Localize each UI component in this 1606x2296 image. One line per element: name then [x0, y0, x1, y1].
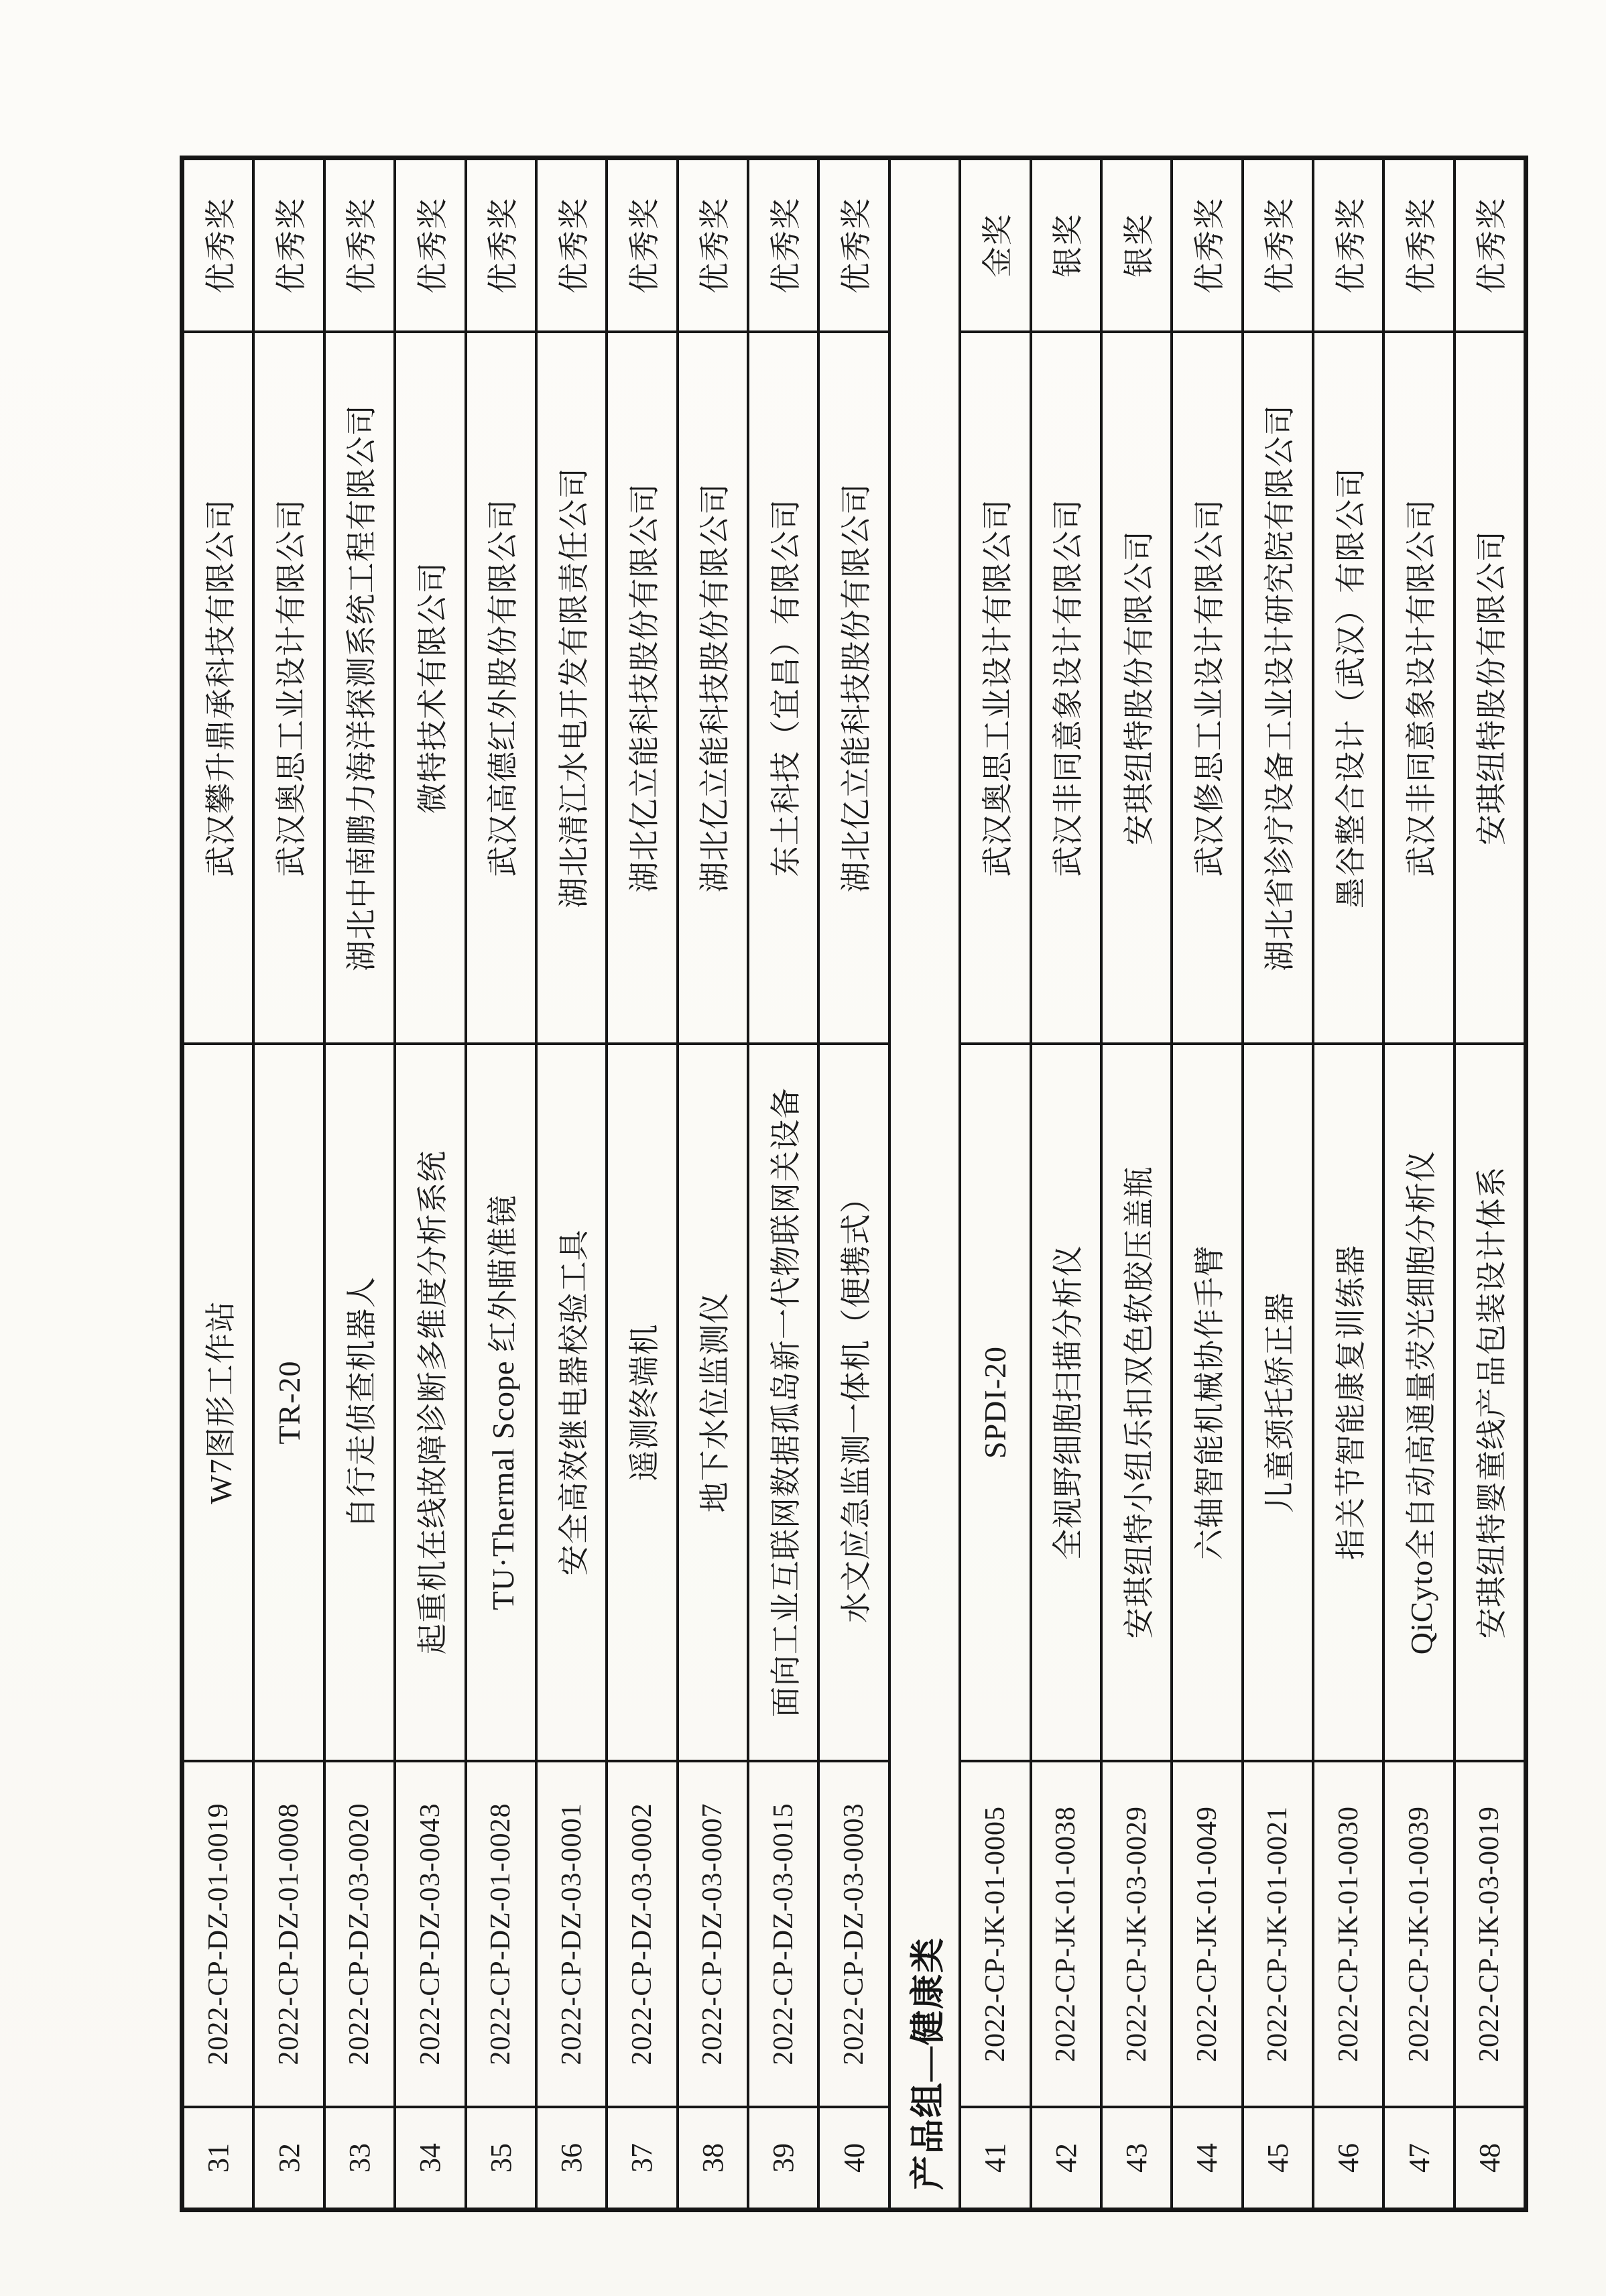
- seq-cell: 35: [484, 2143, 517, 2173]
- product-cell: QiCyto全自动高通量荧光细胞分析仪: [1385, 1045, 1453, 1762]
- product-cell: 起重机在线故障诊断多维度分析系统: [396, 1045, 464, 1762]
- code-cell: 2022-CP-DZ-03-0043: [396, 1762, 464, 2108]
- product-cell: 面向工业互联网数据孤岛新一代物联网关设备: [749, 1045, 817, 1762]
- code-cell: 2022-CP-JK-01-0039: [1385, 1762, 1453, 2108]
- product-cell: TU·Thermal Scope 红外瞄准镜: [467, 1045, 535, 1762]
- table-row: [393, 160, 464, 2208]
- company-cell: 墨谷整合设计（武汉）有限公司: [1314, 333, 1382, 1045]
- award-cell: 银奖: [1032, 160, 1100, 333]
- company-cell: 武汉攀升鼎承科技有限公司: [184, 333, 252, 1045]
- product-cell: 安琪纽特小纽乐扣双色软胶压盖瓶: [1103, 1045, 1170, 1762]
- seq-cell: 33: [343, 2143, 376, 2173]
- table-row: [1030, 160, 1100, 2208]
- company-cell: 武汉非同意象设计有限公司: [1032, 333, 1100, 1045]
- code-cell: 2022-CP-DZ-03-0001: [538, 1762, 605, 2108]
- company-cell: 武汉高德红外股份有限公司: [467, 333, 535, 1045]
- code-cell: 2022-CP-DZ-03-0020: [326, 1762, 393, 2108]
- award-cell: 银奖: [1103, 160, 1170, 333]
- award-cell: 金奖: [961, 160, 1029, 333]
- table-row: [252, 160, 322, 2208]
- seq-cell: 47: [1402, 2143, 1436, 2173]
- seq-cell: 48: [1473, 2143, 1506, 2173]
- code-cell: 2022-CP-DZ-03-0015: [749, 1762, 817, 2108]
- award-cell: 优秀奖: [1173, 160, 1241, 333]
- code-cell: 2022-CP-JK-01-0005: [961, 1762, 1029, 2108]
- code-cell: 2022-CP-DZ-03-0007: [679, 1762, 747, 2108]
- award-cell: 优秀奖: [396, 160, 464, 333]
- product-cell: 安全高效继电器校验工具: [538, 1045, 605, 1762]
- company-cell: 安琪纽特股份有限公司: [1103, 333, 1170, 1045]
- company-cell: 湖北中南鹏力海洋探测系统工程有限公司: [326, 333, 393, 1045]
- award-cell: 优秀奖: [326, 160, 393, 333]
- product-cell: 六轴智能机械协作手臂: [1173, 1045, 1241, 1762]
- award-cell: 优秀奖: [1244, 160, 1312, 333]
- product-cell: TR-20: [255, 1045, 322, 1762]
- code-cell: 2022-CP-JK-01-0038: [1032, 1762, 1100, 2108]
- company-cell: 武汉奥思工业设计有限公司: [255, 333, 322, 1045]
- product-cell: 遥测终端机: [608, 1045, 676, 1762]
- seq-cell: 46: [1332, 2143, 1365, 2173]
- seq-cell: 32: [272, 2143, 306, 2173]
- product-cell: 儿童颈托矫正器: [1244, 1045, 1312, 1762]
- company-cell: 湖北亿立能科技股份有限公司: [679, 333, 747, 1045]
- section-header-row: 产品组—健康类: [888, 160, 959, 2208]
- award-cell: 优秀奖: [184, 160, 252, 333]
- code-cell: 2022-CP-JK-01-0021: [1244, 1762, 1312, 2108]
- code-cell: 2022-CP-JK-01-0049: [1173, 1762, 1241, 2108]
- company-cell: 东土科技（宜昌）有限公司: [749, 333, 817, 1045]
- product-cell: 全视野细胞扫描分析仪: [1032, 1045, 1100, 1762]
- table-row: [535, 160, 605, 2208]
- product-cell: SPDI-20: [961, 1045, 1029, 1762]
- company-cell: 武汉非同意象设计有限公司: [1385, 333, 1453, 1045]
- award-table: [180, 156, 1528, 2212]
- table-row: [1170, 160, 1241, 2208]
- rotation-container: [180, 156, 1528, 2212]
- product-cell: 自行走侦查机器人: [326, 1045, 393, 1762]
- code-cell: 2022-CP-DZ-01-0019: [184, 1762, 252, 2108]
- award-cell: 优秀奖: [679, 160, 747, 333]
- table-row: [605, 160, 676, 2208]
- seq-cell: 31: [202, 2143, 235, 2173]
- seq-cell: 39: [767, 2143, 800, 2173]
- company-cell: 湖北清江水电开发有限责任公司: [538, 333, 605, 1045]
- table-row: [1100, 160, 1170, 2208]
- product-cell: 水文应急监测一体机（便携式）: [820, 1045, 887, 1762]
- award-cell: 优秀奖: [255, 160, 322, 333]
- seq-cell: 36: [555, 2143, 589, 2173]
- company-cell: 武汉奥思工业设计有限公司: [961, 333, 1029, 1045]
- seq-cell: 40: [837, 2143, 871, 2173]
- company-cell: 湖北省诊疗设备工业设计研究院有限公司: [1244, 333, 1312, 1045]
- table-row: [676, 160, 747, 2208]
- seq-cell: 38: [696, 2143, 729, 2173]
- seq-cell: 42: [1049, 2143, 1083, 2173]
- table-row: [1241, 160, 1312, 2208]
- award-cell: 优秀奖: [608, 160, 676, 333]
- award-cell: 优秀奖: [467, 160, 535, 333]
- award-cell: 优秀奖: [749, 160, 817, 333]
- seq-cell: 41: [979, 2143, 1012, 2173]
- seq-cell: 34: [414, 2143, 447, 2173]
- company-cell: 微特技术有限公司: [396, 333, 464, 1045]
- code-cell: 2022-CP-JK-01-0030: [1314, 1762, 1382, 2108]
- award-cell: 优秀奖: [538, 160, 605, 333]
- table-row: [184, 160, 252, 2208]
- company-cell: 武汉修思工业设计有限公司: [1173, 333, 1241, 1045]
- product-cell: 安琪纽特婴童线产品包装设计体系: [1456, 1045, 1524, 1762]
- company-cell: 湖北亿立能科技股份有限公司: [820, 333, 887, 1045]
- code-cell: 2022-CP-DZ-01-0028: [467, 1762, 535, 2108]
- company-cell: 安琪纽特股份有限公司: [1456, 333, 1524, 1045]
- code-cell: 2022-CP-JK-03-0029: [1103, 1762, 1170, 2108]
- table-row: [465, 160, 535, 2208]
- company-cell: 湖北亿立能科技股份有限公司: [608, 333, 676, 1045]
- table-row: [959, 160, 1029, 2208]
- table-row: [1312, 160, 1382, 2208]
- code-cell: 2022-CP-JK-03-0019: [1456, 1762, 1524, 2108]
- product-cell: 指关节智能康复训练器: [1314, 1045, 1382, 1762]
- award-cell: 优秀奖: [1314, 160, 1382, 333]
- award-cell: 优秀奖: [820, 160, 887, 333]
- code-cell: 2022-CP-DZ-01-0008: [255, 1762, 322, 2108]
- table-row: [747, 160, 817, 2208]
- table-row: [1382, 160, 1453, 2208]
- table-row: [323, 160, 393, 2208]
- seq-cell: 45: [1261, 2143, 1294, 2173]
- table-row: [1453, 160, 1524, 2208]
- table-row: [817, 160, 887, 2208]
- seq-cell: 43: [1120, 2143, 1154, 2173]
- award-cell: 优秀奖: [1456, 160, 1524, 333]
- code-cell: 2022-CP-DZ-03-0002: [608, 1762, 676, 2108]
- seq-cell: 44: [1190, 2143, 1224, 2173]
- product-cell: 地下水位监测仪: [679, 1045, 747, 1762]
- code-cell: 2022-CP-DZ-03-0003: [820, 1762, 887, 2108]
- seq-cell: 37: [625, 2143, 659, 2173]
- rotated-table-region: [180, 156, 1528, 2212]
- award-cell: 优秀奖: [1385, 160, 1453, 333]
- product-cell: W7图形工作站: [184, 1045, 252, 1762]
